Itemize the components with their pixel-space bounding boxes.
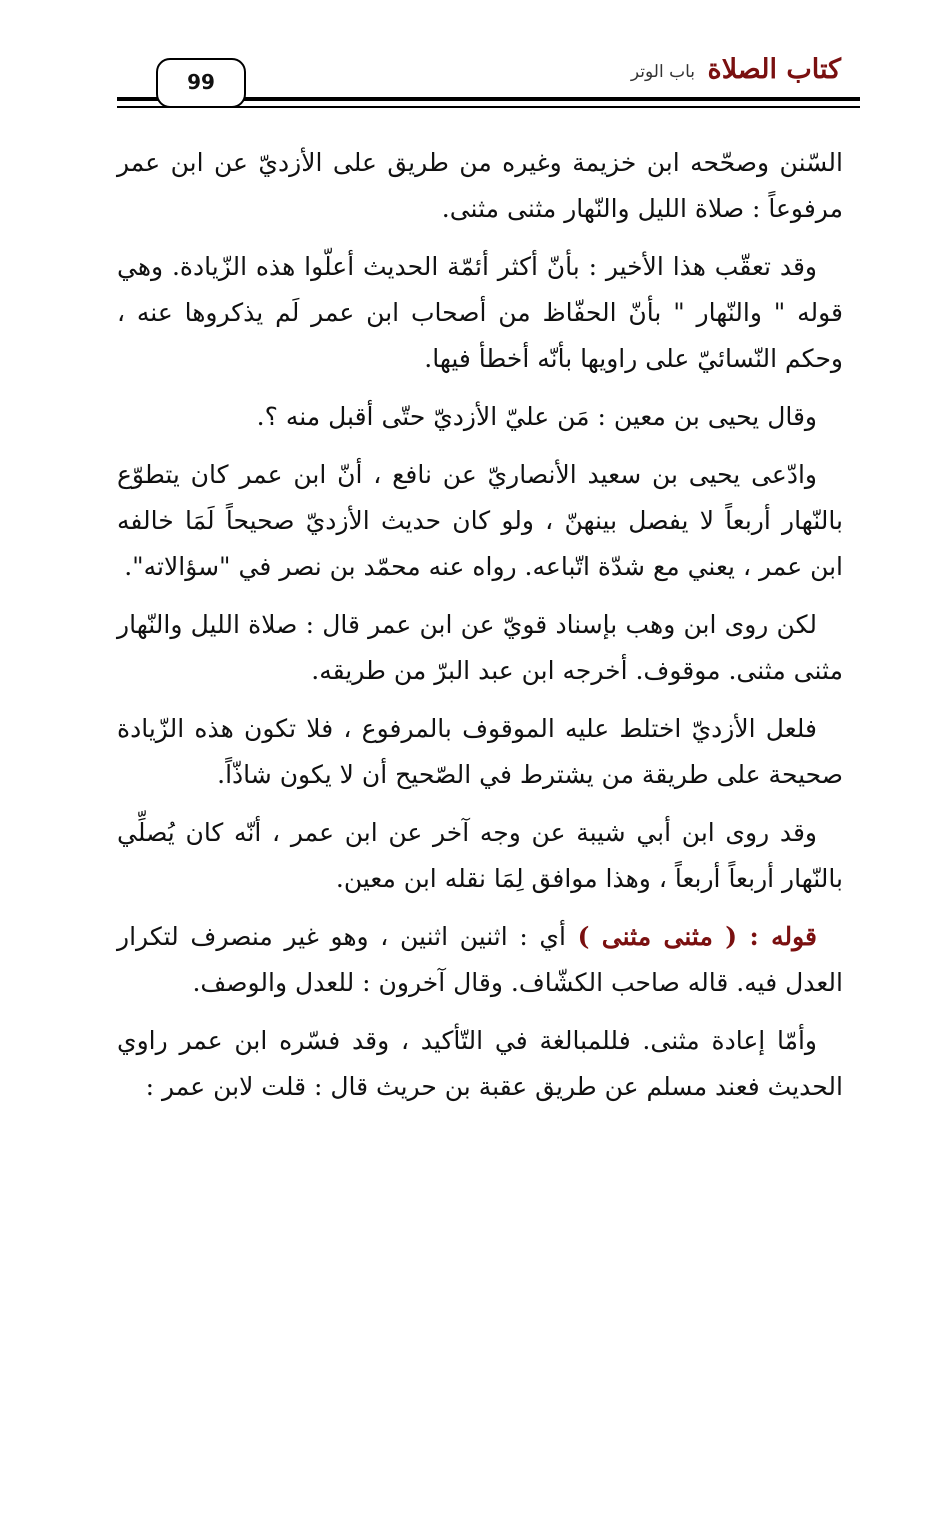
paragraph-3: وقال يحيى بن معين : مَن عليّ الأزديّ حتّى أقبل منه ؟. xyxy=(256,402,817,431)
paragraph-2: وقد تعقّب هذا الأخير : بأنّ أكثر أئمّة الحديث أعلّوا هذه الزّيادة. وهي قوله " والنّهار " بأنّ الحفّاظ من أصحاب ابن عمر لَم يذكروها عنه ، وحكم النّسائيّ على راويها بأنّه أخطأ فيها. xyxy=(117,252,843,373)
page-header xyxy=(0,0,945,120)
chapter-title: باب الوتر xyxy=(630,62,695,82)
page-body xyxy=(117,140,843,1122)
paragraph-9: وأمّا إعادة مثنى. فللمبالغة في التّأكيد ، وقد فسّره ابن عمر راوي الحديث فعند مسلم عن طريق عقبة بن حريث قال : قلت لابن عمر : xyxy=(117,1026,843,1101)
paragraph-7: وقد روى ابن أبي شيبة عن وجه آخر عن ابن عمر ، أنّه كان يُصلِّي بالنّهار أربعاً أربعاً ، وهذا موافق لِمَا نقله ابن معين. xyxy=(117,818,843,893)
paragraph-6: فلعل الأزديّ اختلط عليه الموقوف بالمرفوع ، فلا تكون هذه الزّيادة صحيحة على طريقة من يشترط في الصّحيح أن لا يكون شاذّاً. xyxy=(117,714,843,789)
paragraph-1: السّنن وصحّحه ابن خزيمة وغيره من طريق على الأزديّ عن ابن عمر مرفوعاً : صلاة الليل والنّهار مثنى مثنى. xyxy=(117,148,843,223)
paragraph-8 xyxy=(117,914,843,1006)
paragraph-8-text: أي : اثنين اثنين ، وهو غير منصرف لتكرار العدل فيه. قاله صاحب الكشّاف. وقال آخرون : للعدل والوصف. xyxy=(117,922,843,997)
paragraph-4: وادّعى يحيى بن سعيد الأنصاريّ عن نافع ، أنّ ابن عمر كان يتطوّع بالنّهار أربعاً لا يفصل بينهنّ ، ولو كان حديث الأزديّ صحيحاً لَمَا خالفه ابن عمر ، يعني مع شدّة اتّباعه. رواه عنه محمّد بن نصر في "سؤالاته". xyxy=(117,460,843,581)
book-title: كتاب الصلاة xyxy=(707,54,841,85)
page-number: 99 xyxy=(156,58,246,108)
commentary-lead: قوله : ( مثنى مثنى ) xyxy=(577,922,817,951)
paragraph-5: لكن روى ابن وهب بإسناد قويّ عن ابن عمر قال : صلاة الليل والنّهار مثنى مثنى. موقوف. أخرجه ابن عبد البرّ من طريقه. xyxy=(117,610,843,685)
